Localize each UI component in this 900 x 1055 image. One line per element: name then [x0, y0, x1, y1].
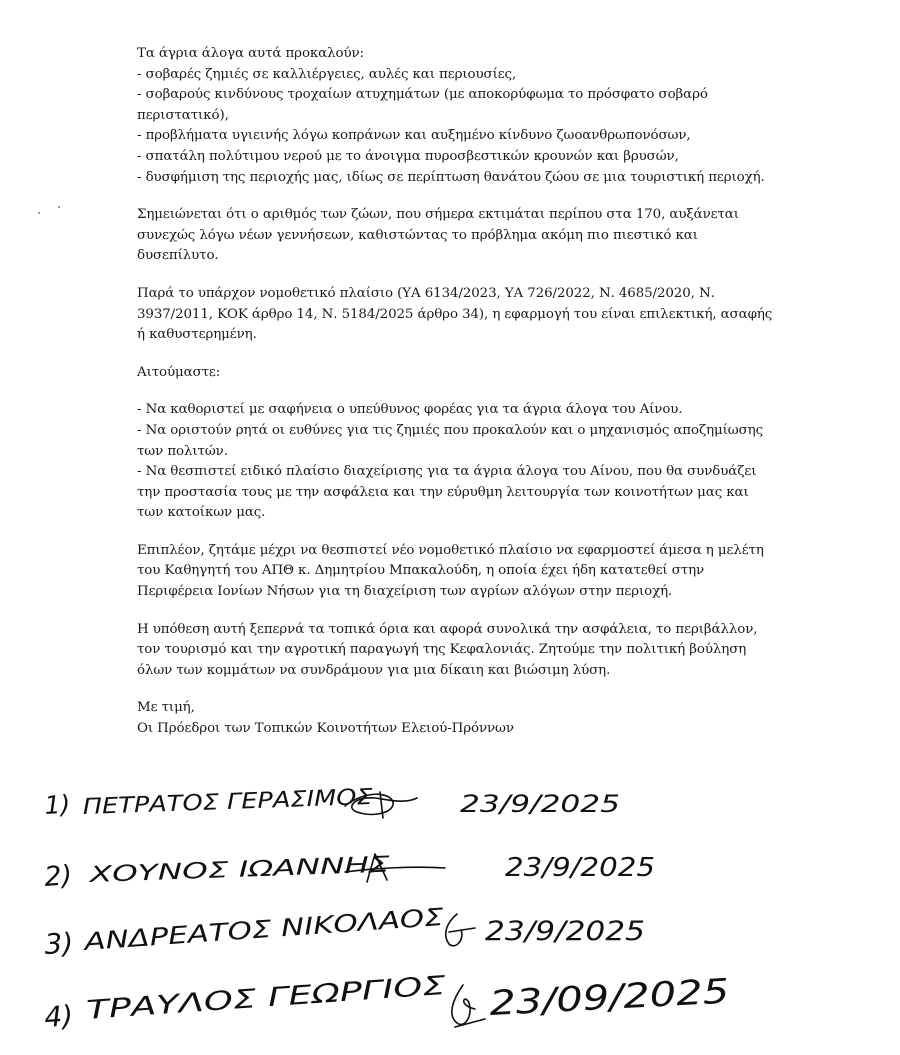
- signature-number: 2): [43, 860, 74, 893]
- signature-date: 23/09/2025: [488, 973, 687, 1024]
- signature-name: ΑΝΔΡΕΑΤΟΣ ΝΙΚΟΛΑΟΣ: [83, 908, 365, 956]
- signature-date: 23/9/2025: [505, 853, 655, 883]
- scan-speck: [58, 206, 60, 208]
- request-heading: Αιτούμαστε:: [137, 364, 221, 380]
- signature-name: ΠΕΤΡΑΤΟΣ ΓΕΡΑΣΙΜΟΣ: [82, 786, 332, 820]
- signature-number: 1): [43, 789, 71, 820]
- signature-scribble: [446, 914, 475, 946]
- request-item: - Να θεσπιστεί ειδικό πλαίσιο διαχείρισης για τα άγρια άλογα του Αίνου, που θα συνδυάζει την προστασία τους με την ασφάλεια και την εύρυθμη λειτουργία των κοινοτήτων μας και των κατοίκων μας.: [137, 464, 757, 521]
- problem-item: - σοβαρούς κινδύνους τροχαίων ατυχημάτων (με αποκορύφωμα το πρόσφατο σοβαρό περιστατικό),: [137, 87, 708, 123]
- signatory-group: Οι Πρόεδροι των Τοπικών Κοινοτήτων Ελειού-Πρόννων: [137, 721, 514, 737]
- signature-row-3-svg: [45, 910, 805, 980]
- scan-speck: [38, 212, 40, 214]
- signature-date: 23/9/2025: [485, 916, 645, 947]
- request-item: - Να οριστούν ρητά οι ευθύνες για τις ζημιές που προκαλούν και ο μηχανισμός αποζημίωσης των πολιτών.: [137, 422, 763, 459]
- signature-row: [45, 975, 805, 1035]
- paragraph-closing: Η υπόθεση αυτή ξεπερνά τα τοπικά όρια και αφορά συνολικά την ασφάλεια, το περιβάλλον, τον τουρισμό και την αγροτική παραγωγή της Κεφαλονιάς. Ζητούμε την πολιτική βούληση όλων των κομμάτων να συνδράμουν για μια δίκαιη και βιώσιμη λύση.: [137, 621, 758, 678]
- signatures-block: [0, 770, 900, 1055]
- request-item: - Να καθοριστεί με σαφήνεια ο υπεύθυνος φορέας για τα άγρια άλογα του Αίνου.: [137, 402, 683, 418]
- signature-number: 4): [43, 999, 75, 1034]
- signature-row: [45, 784, 805, 844]
- signature-scribble: [452, 985, 485, 1027]
- signature-row: [45, 910, 805, 970]
- letter-body: [137, 44, 777, 740]
- paragraph-animal-count: Σημειώνεται ότι ο αριθμός των ζώων, που σήμερα εκτιμάται περίπου στα 170, αυξάνεται συνεχώς λόγω νέων γεννήσεων, καθιστώντας το πρόβλημα ακόμη πιο πιεστικό και δυσεπίλυτο.: [137, 207, 739, 264]
- intro-line: Τα άγρια άλογα αυτά προκαλούν:: [137, 46, 364, 61]
- problem-item: - δυσφήμιση της περιοχής μας, ιδίως σε περίπτωση θανάτου ζώου σε μια τουριστική περιοχή.: [137, 169, 765, 185]
- signature-row-4-svg: [45, 975, 805, 1050]
- signature-row-1-svg: [45, 784, 805, 844]
- signature-row: [45, 848, 805, 908]
- signature-name: ΧΟΥΝΟΣ ΙΩΑΝΝΗΣ: [89, 855, 293, 888]
- signature-row-2-svg: [45, 848, 805, 908]
- signature-date: 23/9/2025: [460, 790, 620, 818]
- problem-item: - προβλήματα υγιεινής λόγω κοπράνων και αυξημένο κίνδυνο ζωοανθρωπονόσων,: [137, 128, 691, 144]
- signature-name: ΤΡΑΥΛΟΣ ΓΕΩΡΓΙΟΣ: [85, 978, 341, 1026]
- paragraph-legal-framework: Παρά το υπάρχον νομοθετικό πλαίσιο (ΥΑ 6134/2023, ΥΑ 726/2022, Ν. 4685/2020, Ν. 3937/2011, ΚΟΚ άρθρο 14, Ν. 5184/2025 άρθρο 34), η εφαρμογή του είναι επιλεκτική, ασαφής ή καθυστερημένη.: [137, 285, 773, 343]
- problem-item: - σπατάλη πολύτιμου νερού με το άνοιγμα πυροσβεστικών κρουνών και βρυσών,: [137, 148, 679, 164]
- signature-number: 3): [43, 926, 75, 961]
- paragraph-study: Επιπλέον, ζητάμε μέχρι να θεσπιστεί νέο νομοθετικό πλαίσιο να εφαρμοστεί άμεσα η μελέτη του Καθηγητή του ΑΠΘ κ. Δημητρίου Μπακαλούδη, η οποία έχει ήδη κατατεθεί στην Περιφέρεια Ιονίων Νήσων για τη διαχείριση των αγρίων αλόγων στην περιοχή.: [137, 542, 764, 600]
- problem-item: - σοβαρές ζημιές σε καλλιέργειες, αυλές και περιουσίες,: [137, 66, 517, 82]
- salutation: Με τιμή,: [137, 700, 195, 716]
